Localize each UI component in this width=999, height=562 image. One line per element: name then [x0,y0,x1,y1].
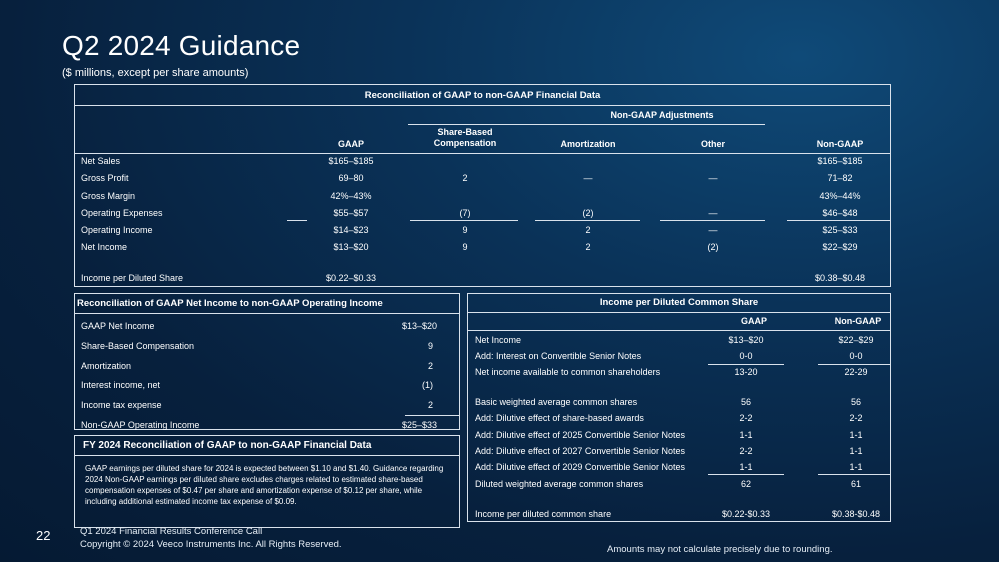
subtotal-rule [287,220,307,221]
net-income-to-operating-income-table [74,293,460,430]
table-row [468,446,890,459]
header-other: Other [700,139,725,149]
cell-gaap: 42%–43% [330,191,372,201]
table-title: Reconciliation of GAAP Net Income to non-GAAP Operating Income [75,294,459,314]
cell-non-gaap: 2-2 [849,413,863,423]
cell-gaap: 69–80 [338,173,364,183]
header-non-gaap: Non-GAAP [834,316,882,326]
table-row [468,479,890,492]
cell-gaap: 56 [740,397,751,407]
table-row [468,367,890,380]
cell-gaap: 2-2 [739,413,753,423]
table-row [81,341,453,351]
cell-non-gaap: $0.38-$0.48 [831,509,881,519]
page-number: 22 [36,528,51,543]
row-label: Net Sales [81,156,121,166]
cell-gaap: $13–$20 [728,335,764,345]
cell-non-gaap: 22-29 [844,367,868,377]
cell-gaap: $165–$185 [328,156,374,166]
table-title: Reconciliation of GAAP to non-GAAP Financial Data [75,85,890,106]
row-label: Operating Expenses [81,208,163,218]
table-row [81,380,453,390]
page-subtitle: ($ millions, except per share amounts) [62,67,249,79]
row-label: Add: Dilutive effect of 2029 Convertible Senior Notes [475,462,685,472]
row-label: Share-Based Compensation [81,341,195,351]
table-row [468,351,890,364]
table-row [75,156,890,170]
cell-other: (2) [707,242,719,252]
table-row [75,273,890,287]
cell-non-gaap: $22–$29 [838,335,874,345]
table-row [75,225,890,239]
cell-gaap: 1-1 [739,430,753,440]
row-label: Net income available to common shareholders [475,367,661,377]
income-per-diluted-share-table [467,293,891,522]
cell-nongaap: $46–$48 [822,208,858,218]
row-label: Add: Dilutive effect of share-based awards [475,413,644,423]
cell-other: — [708,173,718,183]
cell-amort: 2 [585,242,591,252]
gaap-reconciliation-table [74,84,891,287]
row-label: Amortization [81,361,132,371]
cell-gaap: 62 [740,479,751,489]
row-label: Add: Interest on Convertible Senior Notes [475,351,642,361]
table-row [468,397,890,410]
cell-nongaap: $0.38–$0.48 [814,273,866,283]
table-row [75,242,890,256]
fy2024-reconciliation-box [74,435,460,528]
cell-nongaap: $25–$33 [822,225,858,235]
cell-gaap: 2-2 [739,446,753,456]
table-row [81,321,453,331]
cell-non-gaap: 1-1 [849,446,863,456]
cell-nongaap: $22–$29 [822,242,858,252]
footer-conference: Q1 2024 Financial Results Conference Call [80,526,263,537]
table-row [75,173,890,187]
row-label: Diluted weighted average common shares [475,479,644,489]
cell-gaap: 13-20 [734,367,758,377]
header-gaap: GAAP [740,316,767,326]
table-row [468,335,890,348]
header-rule [75,153,890,154]
row-label: Income tax expense [81,400,162,410]
cell-non-gaap: 56 [850,397,861,407]
table-row [81,400,453,410]
page-title: Q2 2024 Guidance [62,30,301,61]
subtotal-rule [787,220,890,221]
cell-sbc: 9 [462,225,468,235]
row-label: Basic weighted average common shares [475,397,638,407]
cell-non-gaap: 1-1 [849,462,863,472]
cell-gaap: 1-1 [739,462,753,472]
cell-other: — [708,208,718,218]
subtotal-rule [405,415,459,416]
row-label: Net Income [81,242,128,252]
cell-gaap: 0-0 [739,351,753,361]
header-amortization: Amortization [560,139,616,149]
fy2024-body-text: GAAP earnings per diluted share for 2024 is expected between $1.10 and $1.40. Guidance regarding 2024 Non-GAAP earnings per diluted share excludes charges related to estimated share-based compensation expenses of $0.47 per share and amortization expense of $0.12 per share, while including additional estimated income tax expense of $0.09. [85,464,444,506]
header-non-gaap: Non-GAAP [816,139,864,149]
adjustments-header: Non-GAAP Adjustments [610,110,714,120]
subtotal-rule [708,364,784,365]
cell-gaap: $0.22-$0.33 [721,509,771,519]
header-rule [468,330,890,331]
row-label: Gross Profit [81,173,129,183]
row-label: Operating Income [81,225,153,235]
row-label: Income per diluted common share [475,509,612,519]
subtotal-rule [410,220,518,221]
header-share-based-comp: Share-Based Compensation [433,127,497,148]
cell-gaap: $0.22–$0.33 [325,273,377,283]
box-title: FY 2024 Reconciliation of GAAP to non-GAAP Financial Data [75,436,459,456]
cell-amort: — [583,173,593,183]
cell-nongaap: $165–$185 [817,156,863,166]
footer-copyright: Copyright © 2024 Veeco Instruments Inc. All Rights Reserved. [80,539,342,550]
cell-amort: (2) [582,208,594,218]
cell-sbc: (7) [459,208,471,218]
table-row [468,509,890,522]
cell-gaap: $13–$20 [333,242,369,252]
row-value: 9 [427,341,433,351]
subtotal-rule [818,474,890,475]
table-row [81,420,453,430]
cell-sbc: 2 [462,173,468,183]
cell-non-gaap: 1-1 [849,430,863,440]
subtotal-rule [660,220,765,221]
table-row [468,413,890,426]
adjustments-divider [408,124,765,125]
row-label: Gross Margin [81,191,136,201]
cell-gaap: $14–$23 [333,225,369,235]
table-row [75,191,890,205]
header-gaap: GAAP [337,139,364,149]
cell-non-gaap: 0-0 [849,351,863,361]
row-label: GAAP Net Income [81,321,155,331]
row-label: Interest income, net [81,380,161,390]
row-label: Net Income [475,335,522,345]
cell-amort: 2 [585,225,591,235]
row-label: Add: Dilutive effect of 2025 Convertible Senior Notes [475,430,685,440]
row-label: Non-GAAP Operating Income [81,420,200,430]
rounding-note: Amounts may not calculate precisely due to rounding. [607,544,833,555]
row-label: Income per Diluted Share [81,273,184,283]
row-label: Add: Dilutive effect of 2027 Convertible Senior Notes [475,446,685,456]
cell-gaap: $55–$57 [333,208,369,218]
subtotal-rule [708,474,784,475]
row-value: 2 [427,400,433,410]
cell-nongaap: 71–82 [827,173,853,183]
table-row [468,430,890,443]
cell-non-gaap: 61 [850,479,861,489]
row-value: (1) [422,380,433,390]
cell-other: — [708,225,718,235]
subtotal-rule [818,364,890,365]
row-value: 2 [427,361,433,371]
row-value: $13–$20 [401,321,437,331]
cell-nongaap: 43%–44% [819,191,861,201]
subtotal-rule [535,220,640,221]
table-title: Income per Diluted Common Share [468,294,890,313]
cell-sbc: 9 [462,242,468,252]
table-row [81,361,453,371]
row-value: $25–$33 [401,420,437,430]
